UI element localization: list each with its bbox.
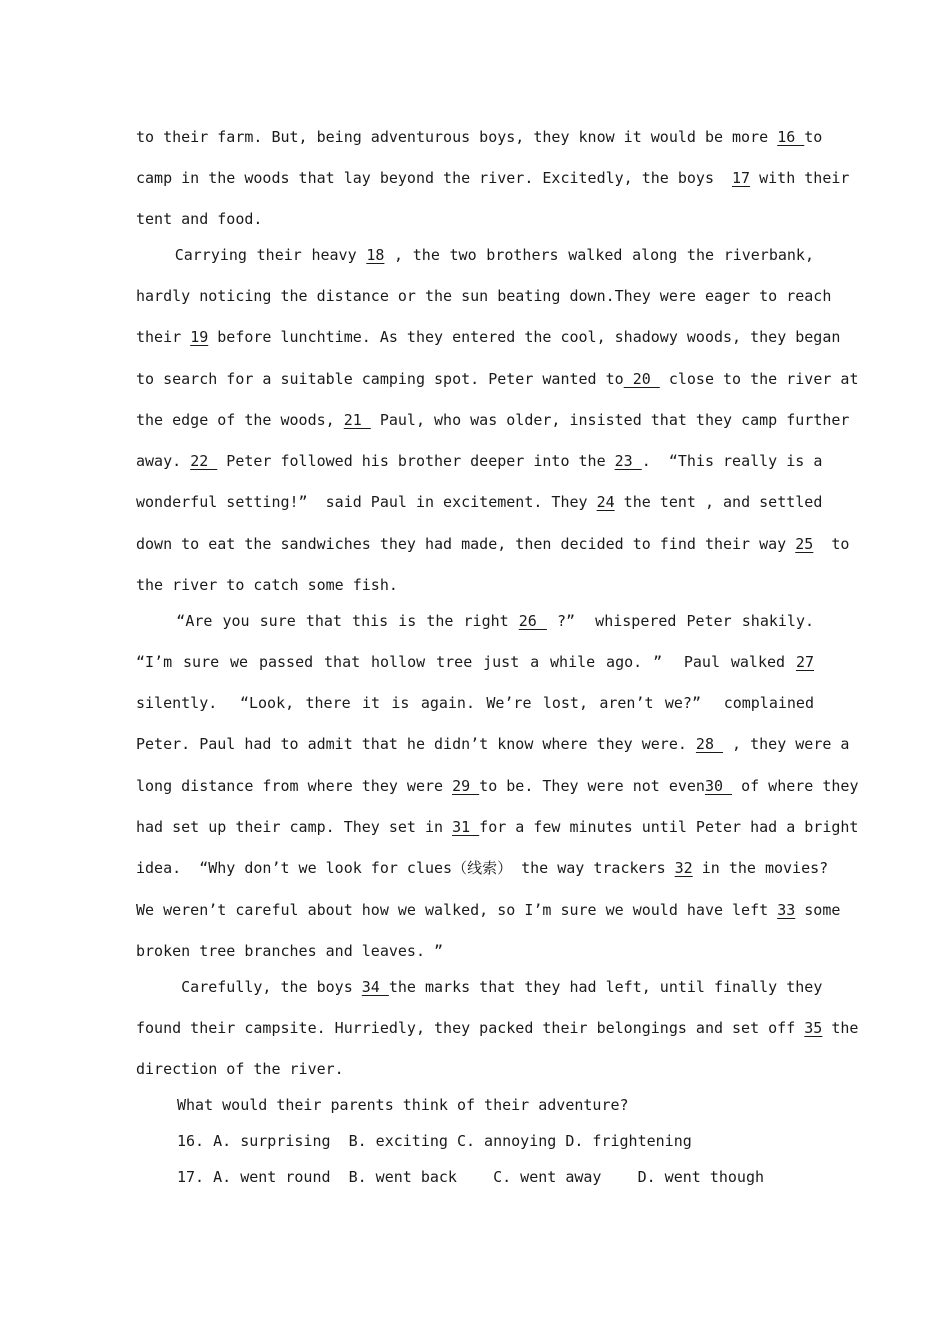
passage-text: camp in the woods that lay beyond the river. Excitedly, the boys [136, 169, 733, 187]
passage-text: ?” whispered Peter shakily. [546, 612, 815, 630]
passage-text: “Are you sure that this is the right [136, 612, 519, 630]
blank-number: 21 [343, 411, 371, 429]
passage-text: away. [136, 452, 191, 470]
passage-line [136, 574, 814, 596]
passage-text: had set up their camp. They set in [136, 818, 453, 836]
passage-text: Carefully, the boys [136, 978, 362, 996]
passage-line [136, 326, 841, 348]
passage-text: “I’m sure we passed that hollow tree just a while ago. ” Paul walked [136, 653, 796, 671]
passage-line [136, 126, 823, 148]
passage-text: direction of the river. [136, 1060, 344, 1078]
blank-number: 30 [704, 777, 733, 795]
passage-text: Paul, who was older, insisted that they camp further [370, 411, 850, 429]
passage-text: to search for a suitable camping spot. Peter wanted to [136, 370, 624, 388]
blank-number: 35 [804, 1019, 823, 1037]
passage-text: down to eat the sandwiches they had made, then decided to find their way [136, 535, 796, 553]
blank-number: 27 [795, 653, 814, 671]
passage-text: silently. “Look, there it is again. We’re lost, aren’t we?” complained [136, 694, 814, 712]
passage-line [136, 409, 850, 431]
passage-text: Peter followed his brother deeper into the [217, 452, 615, 470]
passage-text: wonderful setting!” said Paul in excitement. They [136, 493, 597, 511]
blank-number: 32 [674, 859, 693, 877]
blank-number: 23 [614, 452, 642, 470]
blank-number: 34 [361, 978, 389, 996]
passage-line [136, 610, 814, 632]
passage-text: , the two brothers walked along the riverbank, [384, 246, 814, 264]
blank-number: 22 [190, 452, 218, 470]
passage-line [136, 533, 850, 555]
passage-line [136, 692, 814, 714]
passage-text: idea. “Why don’t we look for clues（线索） the way trackers [136, 859, 675, 877]
passage-line [136, 857, 829, 879]
blank-number: 16 [777, 128, 805, 146]
passage-line [136, 208, 814, 230]
passage-line [136, 976, 823, 998]
passage-text: for a few minutes until Peter had a bright [479, 818, 859, 836]
blank-number: 29 [452, 777, 480, 795]
passage-text: to their farm. But, being adventurous boys, they know it would be more [136, 128, 778, 146]
passage-text: their [136, 328, 191, 346]
passage-text: long distance from where they were [136, 777, 453, 795]
passage-line [136, 491, 823, 513]
blank-number: 28 [695, 735, 724, 753]
passage-text: broken tree branches and leaves. ” [136, 942, 444, 960]
passage-line [136, 775, 859, 797]
blank-number: 31 [452, 818, 480, 836]
passage-text: the edge of the woods, [136, 411, 344, 429]
passage-text: tent and food. [136, 210, 263, 228]
passage-text: to [813, 535, 850, 553]
passage-line [136, 450, 823, 472]
passage-text: before lunchtime. As they entered the cool, shadowy woods, they began [208, 328, 841, 346]
passage-line [136, 244, 814, 266]
blank-number: 24 [596, 493, 615, 511]
blank-number: 26 [518, 612, 547, 630]
option-line-17: 17. A. went round B. went back C. went away D. went though [177, 1168, 764, 1186]
passage-line [136, 651, 814, 673]
passage-line [136, 1058, 814, 1080]
passage-text: in the movies? [692, 859, 829, 877]
passage-text: of where they [732, 777, 859, 795]
passage-text: Peter. Paul had to admit that he didn’t know where they were. [136, 735, 696, 753]
passage-text: the marks that they had left, until finally they [388, 978, 823, 996]
passage-text: the tent , and settled [614, 493, 823, 511]
passage-text: the river to catch some fish. [136, 576, 398, 594]
blank-number: 17 [732, 169, 751, 187]
blank-number: 33 [777, 901, 796, 919]
passage-text: found their campsite. Hurriedly, they packed their belongings and set off [136, 1019, 805, 1037]
passage-text: with their [750, 169, 850, 187]
passage-text: to be. They were not even [479, 777, 705, 795]
passage-text: some [795, 901, 841, 919]
passage-line [136, 940, 814, 962]
passage-line [136, 816, 859, 838]
passage-text: . “This really is a [641, 452, 823, 470]
passage-line [136, 733, 850, 755]
passage-text: hardly noticing the distance or the sun beating down.They were eager to reach [136, 287, 832, 305]
passage-line [136, 368, 859, 390]
passage-text: Carrying their heavy [136, 246, 367, 264]
passage-text: , they were a [723, 735, 850, 753]
passage-text: the [822, 1019, 859, 1037]
blank-number: 18 [366, 246, 385, 264]
passage-text: close to the river at [659, 370, 859, 388]
blank-number: 25 [795, 535, 814, 553]
passage-line [136, 1017, 859, 1039]
option-line-16: 16. A. surprising B. exciting C. annoying D. frightening [177, 1132, 692, 1150]
passage-text: to [804, 128, 823, 146]
passage-text: We weren’t careful about how we walked, so I’m sure we would have left [136, 901, 778, 919]
blank-number: 20 [623, 370, 660, 388]
passage-line [136, 285, 832, 307]
passage-line [136, 167, 850, 189]
passage-line [136, 899, 841, 921]
closing-question: What would their parents think of their adventure? [177, 1096, 629, 1114]
blank-number: 19 [190, 328, 209, 346]
